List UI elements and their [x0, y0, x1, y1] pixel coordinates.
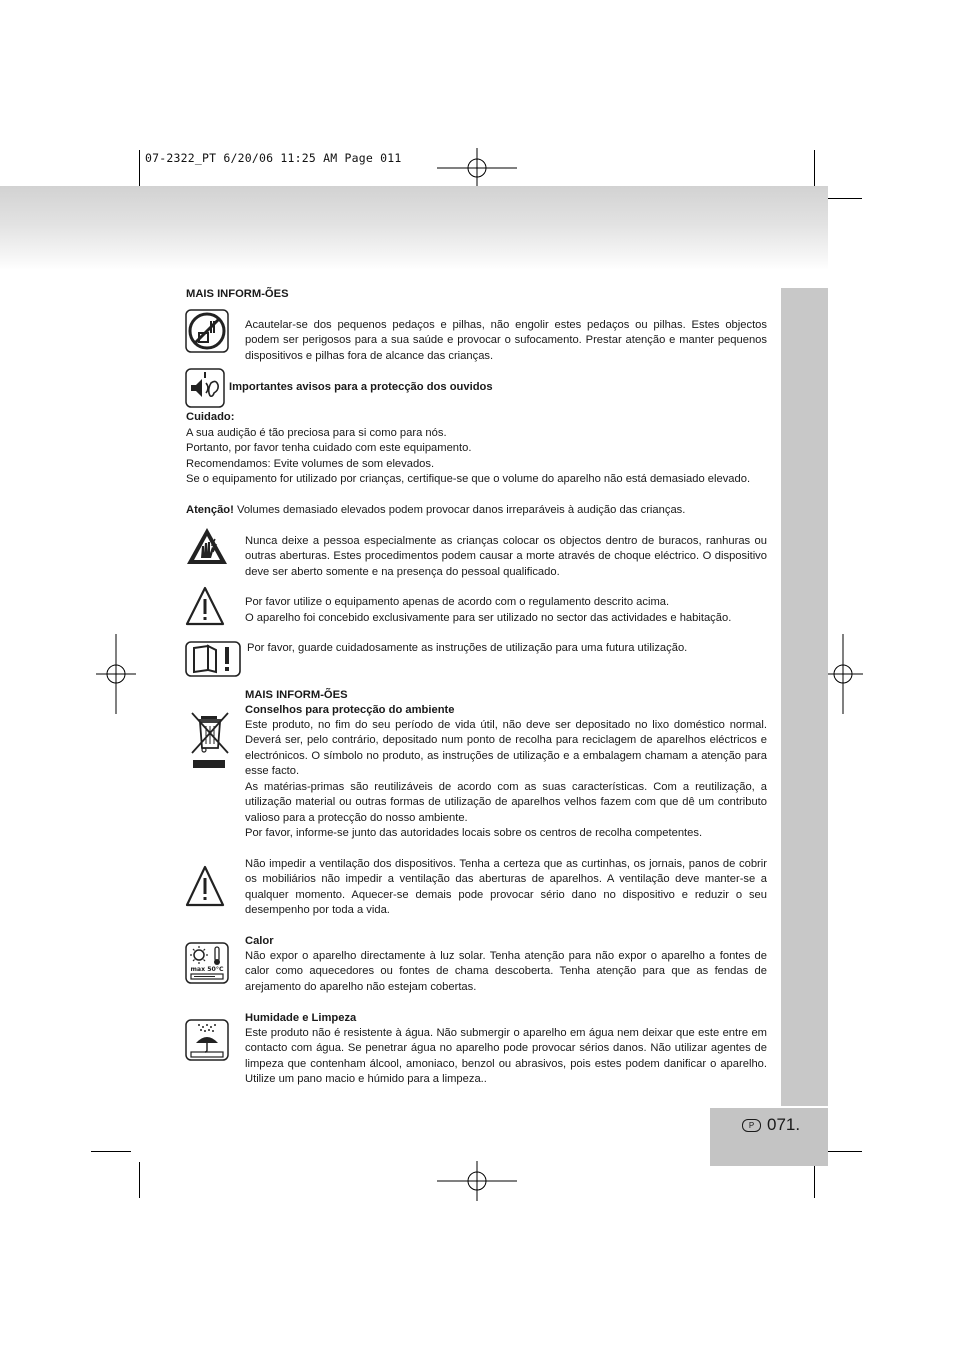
read-manual-icon: [185, 641, 241, 677]
caution-line: Recomendamos: Evite volumes de som elevados.: [186, 458, 435, 470]
caution-line: Portanto, por favor tenha cuidado com este equipamento.: [186, 442, 472, 454]
heat-title: Calor: [245, 935, 274, 947]
environment-title: Conselhos para protecção do ambiente: [245, 704, 455, 716]
crop-mark: [814, 150, 815, 186]
page-number-text: 071.: [767, 1115, 801, 1134]
crop-mark: [91, 1151, 131, 1152]
attention-label: Atenção!: [186, 504, 234, 516]
humidity-warning: Este produto não é resistente à água. Não submergir o aparelho em água nem deixar que este entre em contacto com água. Se penetrar água no aparelho pode provocar sérios danos. Não utilizar agentes de limpeza que contenham álcool, amoniaco, benzol ou abrasivos, pois estes podem danificar o aparelho. Utilize um pano macio e húmido para a limpeza..: [245, 1027, 767, 1086]
electric-shock-warning: Nunca deixe a pessoa especialmente as crianças colocar os objectos dentro de buracos, ranhuras ou outras aberturas. Estes procedimentos podem causar a morte através de choque eléctrico. O dispositivo deve ser aberto somente e na presença do pessoal qualificado.: [245, 535, 767, 578]
registration-mark-icon: [823, 634, 863, 714]
registration-mark-icon: [437, 1161, 517, 1201]
section-title: MAIS INFORM-ÕES: [186, 288, 289, 300]
heat-max-temperature-icon: [185, 942, 229, 984]
hearing-warning-title: Importantes avisos para a protecção dos ouvidos: [229, 381, 493, 393]
usage-line: Por favor utilize o equipamento apenas de acordo com o regulamento descrito acima.: [245, 596, 670, 608]
caution-line: Se o equipamento for utilizado por crianças, certifique-se que o volume do aparelho não está demasiado elevado.: [186, 473, 751, 485]
hearing-protection-icon: [185, 368, 225, 408]
weee-bin-icon: [190, 710, 230, 770]
caution-label: Cuidado:: [186, 411, 235, 423]
usage-line: O aparelho foi concebido exclusivamente para ser utilizado no sector das actividades e habitação.: [245, 612, 732, 624]
attention-text: Volumes demasiado elevados podem provocar danos irreparáveis à audição das crianças.: [233, 504, 686, 516]
water-protection-icon: [185, 1019, 229, 1061]
crop-mark: [139, 1162, 140, 1198]
small-parts-warning: Acautelar-se dos pequenos pedaços e pilhas, não engolir estes pedaços ou pilhas. Estes objectos podem ser perigosos para a sua saúde e provocar o sufocamento. Prestar atenção e manter pequenos dispositivos e pilhas fora de alcance das crianças.: [245, 319, 767, 362]
crop-mark: [139, 150, 140, 186]
environment-paragraph: As matérias-primas são reutilizáveis de acordo com as suas características. Com a reutilização, a utilização material ou outras formas de utilização de aparelhos velhos fazem com que dê um contributo valioso para a protecção do nosso ambiente.: [245, 781, 767, 824]
registration-mark-icon: [437, 148, 517, 188]
no-small-parts-icon: [185, 309, 229, 353]
ventilation-warning: Não impedir a ventilação dos dispositivos. Tenha a certeza que as curtinhas, os jornais, panos de cobrir os mobiliários não impedir a ventilação das aberturas de aparelhos. A ventilação deve manter-se a qualquer momento. Aquecer-se demais pode provocar sério dano no dispositivo e reduzir o seu desempenho por toda a vida.: [245, 858, 767, 917]
humidity-title: Humidade e Limpeza: [245, 1012, 357, 1024]
electric-shock-warning-icon: [185, 526, 229, 566]
crop-mark: [824, 198, 862, 199]
registration-mark-icon: [96, 634, 136, 714]
environment-paragraph: Este produto, no fim do seu período de vida útil, não deve ser depositado no lixo doméstico normal. Deverá ser, pelo contrário, depositado num ponto de recolha para reciclagem de aparelhos eléctricos e electrónicos. O símbolo no produto, as instruções de utilização e a embalagem chamam a atenção para esse facto.: [245, 719, 767, 778]
side-tab-bar: [781, 288, 828, 1106]
keep-manual-text: Por favor, guarde cuidadosamente as instruções de utilização para uma futura utilização.: [247, 642, 688, 654]
section-title: MAIS INFORM-ÕES: [245, 689, 348, 701]
heat-icon-label: max 50°C: [190, 966, 224, 973]
language-badge: P: [742, 1119, 761, 1132]
print-slug: 07-2322_PT 6/20/06 11:25 AM Page 011: [145, 151, 402, 165]
page-number: [742, 1115, 800, 1135]
warning-triangle-icon: [185, 865, 225, 907]
heat-warning: Não expor o aparelho directamente à luz solar. Tenha atenção para não expor o aparelho a fontes de calor como aquecedores ou fontes de chama descoberta. Tenha atenção para que as fendas de arejamento do aparelho não estejam cobertas.: [245, 950, 767, 993]
crop-mark: [814, 1162, 815, 1198]
caution-line: A sua audição é tão preciosa para si como para nós.: [186, 427, 447, 439]
warning-triangle-icon: [185, 586, 225, 626]
crop-mark: [824, 1151, 862, 1152]
attention-line: [186, 503, 685, 518]
environment-paragraph: Por favor, informe-se junto das autoridades locais sobre os centros de recolha competentes.: [245, 827, 703, 839]
header-gradient-band: [0, 186, 828, 270]
